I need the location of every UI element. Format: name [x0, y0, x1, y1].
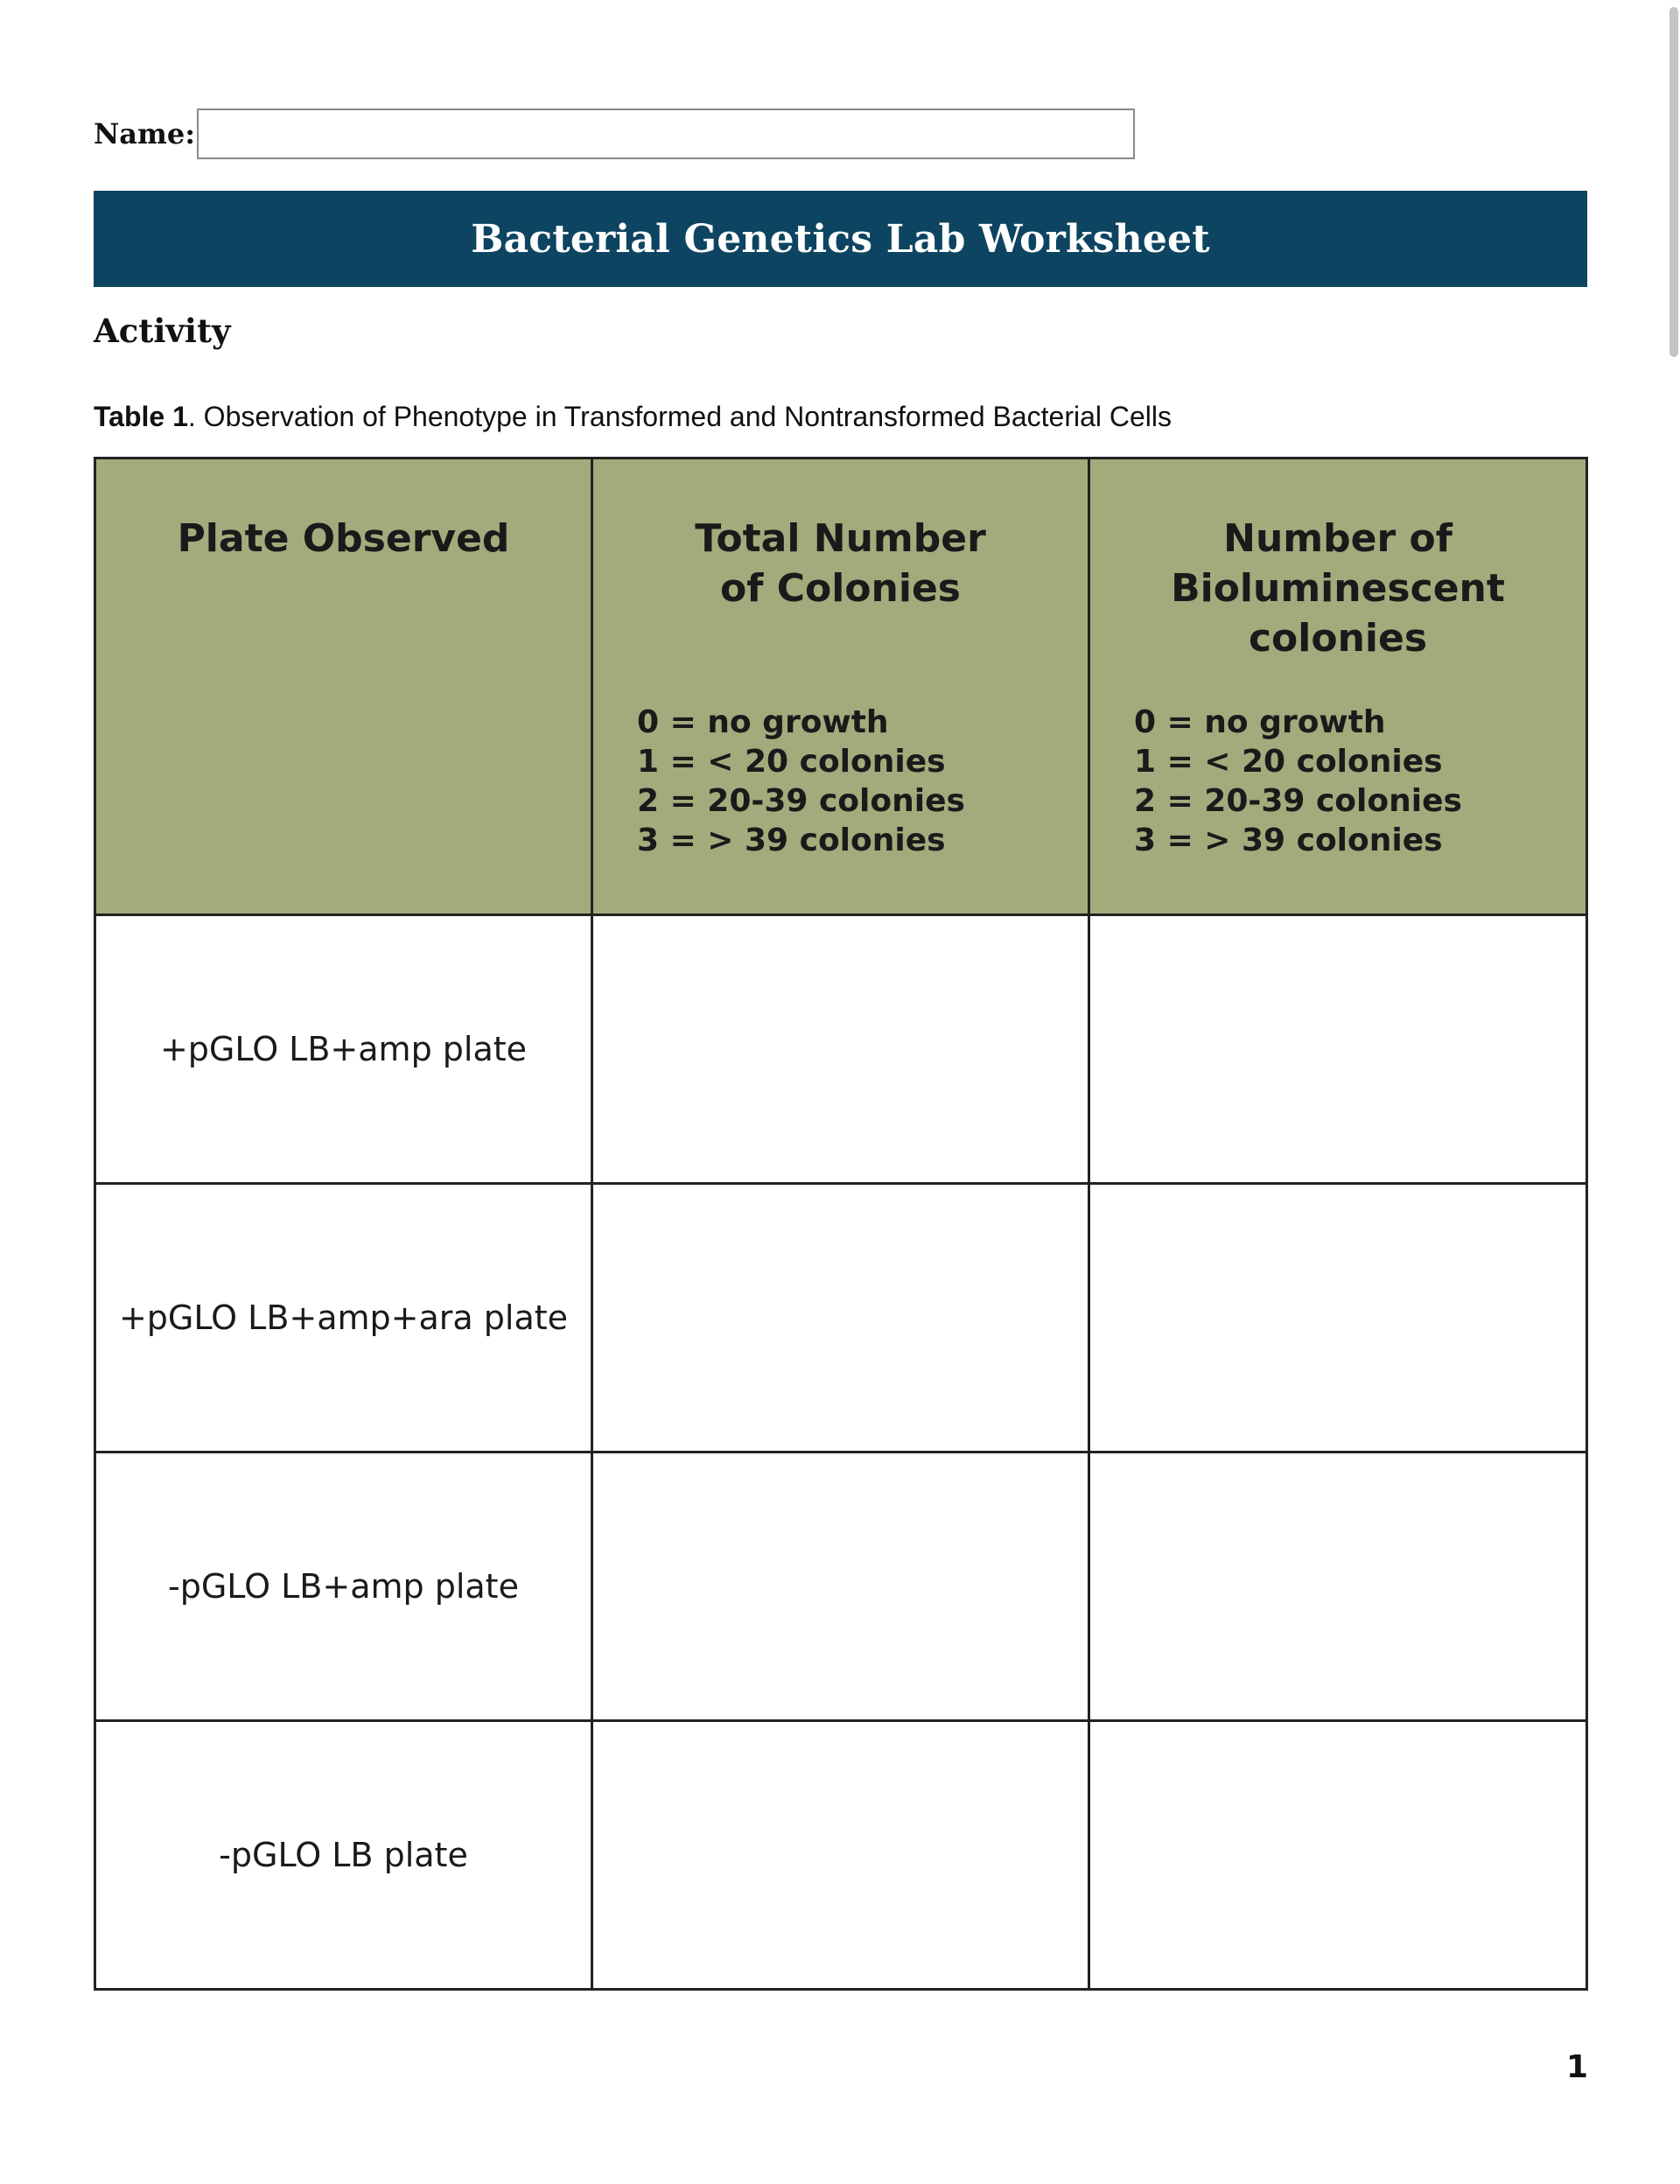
section-heading-activity: Activity	[94, 312, 231, 350]
total-colonies-cell[interactable]	[592, 1452, 1089, 1721]
name-label: Name:	[94, 117, 196, 150]
name-input[interactable]	[197, 108, 1135, 159]
scoring-legend: 0 = no growth 1 = < 20 colonies 2 = 20-39 colonies 3 = > 39 colonies	[637, 704, 965, 858]
table-row	[95, 1452, 1587, 1721]
total-colonies-cell[interactable]	[592, 1184, 1089, 1452]
header-total-colonies	[592, 458, 1089, 915]
header-title: Total Number of Colonies	[695, 516, 986, 611]
table-row	[95, 1721, 1587, 1990]
plate-cell: +pGLO LB+amp+ara plate	[95, 1184, 592, 1452]
title-bar	[94, 191, 1587, 287]
page-number: 1	[1566, 2049, 1589, 2085]
table-row	[95, 915, 1587, 1184]
bioluminescent-colonies-cell[interactable]	[1089, 1184, 1587, 1452]
scrollbar[interactable]	[1668, 0, 1680, 2184]
bioluminescent-colonies-cell[interactable]	[1089, 1452, 1587, 1721]
observation-table	[94, 457, 1588, 1991]
table-caption-label: Table 1	[94, 401, 188, 432]
header-bioluminescent-colonies	[1089, 458, 1587, 915]
worksheet-title: Bacterial Genetics Lab Worksheet	[471, 216, 1210, 262]
header-plate-observed	[95, 458, 592, 915]
scrollbar-thumb[interactable]	[1670, 7, 1678, 357]
table-row	[95, 1184, 1587, 1452]
table-caption	[94, 401, 1172, 433]
bioluminescent-colonies-cell[interactable]	[1089, 915, 1587, 1184]
table-header-row	[95, 458, 1587, 915]
bioluminescent-colonies-cell[interactable]	[1089, 1721, 1587, 1990]
plate-cell: -pGLO LB+amp plate	[95, 1452, 592, 1721]
plate-cell: -pGLO LB plate	[95, 1721, 592, 1990]
table-caption-text: . Observation of Phenotype in Transformed and Nontransformed Bacterial Cells	[187, 401, 1172, 432]
total-colonies-cell[interactable]	[592, 1721, 1089, 1990]
scoring-legend: 0 = no growth 1 = < 20 colonies 2 = 20-39 colonies 3 = > 39 colonies	[1134, 704, 1462, 858]
header-title: Plate Observed	[177, 516, 510, 561]
header-title: Number of Bioluminescent colonies	[1171, 516, 1505, 661]
total-colonies-cell[interactable]	[592, 915, 1089, 1184]
plate-cell: +pGLO LB+amp plate	[95, 915, 592, 1184]
